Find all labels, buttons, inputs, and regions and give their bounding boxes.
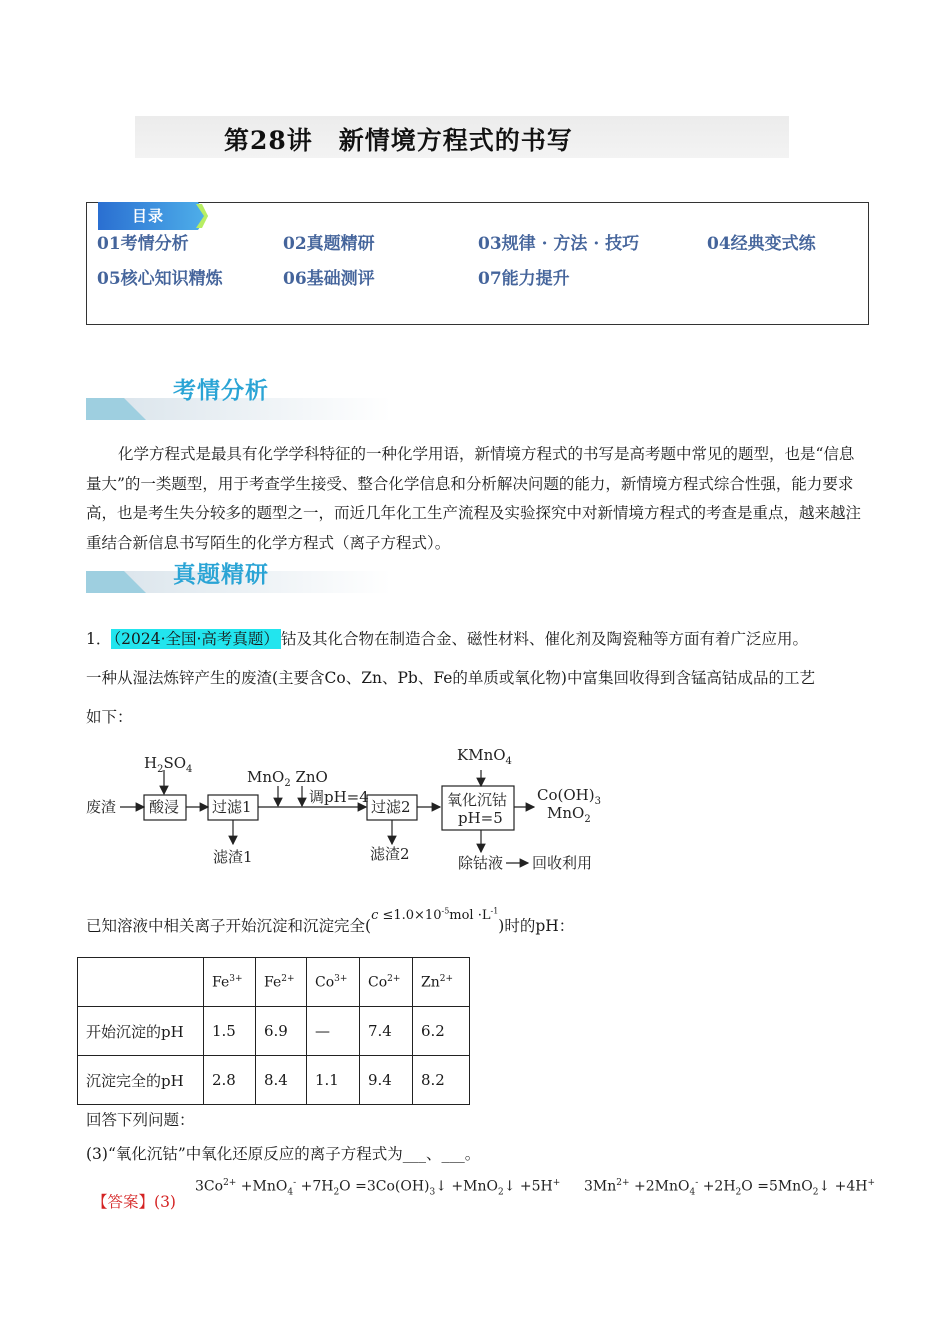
table-cell: 8.4 (256, 1056, 307, 1105)
sub-question-3: (3)“氧化沉钴”中氧化还原反应的离子方程式为___、___。 (86, 1145, 481, 1163)
section-title-real: 真题精研 (173, 561, 269, 588)
flow-acid-reagent: $H_2SO_4$ (144, 754, 193, 775)
table-cell: 1.5 (204, 1007, 256, 1056)
ph-table (77, 957, 470, 1105)
flow-oxidize-line2: pH=5 (458, 809, 503, 827)
answer-label: 【答案】 (92, 1193, 155, 1211)
known-condition: c ≤1.0×10-5mol ·L-1 (371, 906, 499, 923)
table-header-cell (78, 958, 204, 1007)
table-header-row (78, 958, 470, 1007)
question-intro-1: 钴及其化合物在制造合金、磁性材料、催化剂及陶瓷釉等方面有着广泛应用。 (280, 630, 808, 648)
table-cell: 6.2 (413, 1007, 470, 1056)
answer-equation-1: $3Co^{2+} +MnO_4^- +7H_2O$ $=3Co(OH)_3↓$ +MnO$_2$↓ +5H+ (195, 1178, 561, 1198)
flow-waste: 废渣 (86, 798, 117, 816)
question-line-1 (86, 627, 808, 649)
flow-filter1: 过滤1 (212, 798, 252, 816)
flow-reagents2: MnO$_2$ ZnO (247, 768, 328, 789)
table-cell: 8.2 (413, 1056, 470, 1105)
known-line (86, 906, 575, 936)
flow-product1: $Co(OH)_3$ (537, 786, 601, 807)
process-flow-diagram (80, 740, 620, 880)
flow-residue2: 滤渣2 (370, 845, 410, 863)
table-header-cell: $Co^{2+}$ (360, 958, 413, 1007)
section-title-analysis: 考情分析 (173, 377, 269, 404)
toc-item-05[interactable]: 05核心知识精炼 (97, 269, 223, 289)
toc-item-06[interactable]: 06基础测评 (283, 269, 375, 289)
table-cell: — (307, 1007, 360, 1056)
table-cell: 2.8 (204, 1056, 256, 1105)
toc-item-01[interactable]: 01考情分析 (97, 234, 189, 254)
table-header-cell: $Fe^{2+}$ (256, 958, 307, 1007)
prompt-line: 回答下列问题： (86, 1111, 195, 1129)
flow-recycle: 回收利用 (532, 854, 593, 872)
answer-equation-2: $3Mn^{2+} +2MnO_4^- +2H_2O$ =5MnO$_2$↓ +4H+ (584, 1178, 875, 1198)
page-title: 第28讲 新情境方程式的书写 (224, 126, 573, 155)
toc-item-07[interactable]: 07能力提升 (478, 269, 570, 289)
table-cell: 1.1 (307, 1056, 360, 1105)
table-cell: 7.4 (360, 1007, 413, 1056)
table-header-cell: $Zn^{2+}$ (413, 958, 470, 1007)
answer-number: (3) (154, 1193, 176, 1211)
flow-filter2: 过滤2 (371, 798, 411, 816)
analysis-paragraph: 化学方程式是最具有化学学科特征的一种化学用语，新情境方程式的书写是高考题中常见的题型，也是“信息量大”的一类题型，用于考查学生接受、整合化学信息和分析解决问题的能力，新情境方程式综合性强，能力要求高，也是考生失分较多的题型之一，而近几年化工生产流程及实验探究中对新情境方程式的考查是重点，越来越注重结合新信息书写陌生的化学方程式（离子方程式）。 (86, 445, 862, 552)
table-header-cell: $Co^{3+}$ (307, 958, 360, 1007)
toc-item-03[interactable]: 03规律 · 方法 · 技巧 (478, 234, 640, 254)
flow-acid-leach: 酸浸 (149, 798, 180, 816)
table-cell: 沉淀完全的pH (78, 1056, 204, 1105)
table-cell: 6.9 (256, 1007, 307, 1056)
known-before: 已知溶液中相关离子开始沉淀和沉淀完全( (86, 917, 372, 935)
table-row (78, 1007, 470, 1056)
table-cell: 开始沉淀的pH (78, 1007, 204, 1056)
table-header-cell: $Fe^{3+}$ (204, 958, 256, 1007)
flow-adjust-ph: 调pH=4 (309, 788, 369, 806)
flow-oxidize-line1: 氧化沉钴 (447, 791, 508, 809)
flow-oxidant: KMnO$_4$ (457, 746, 512, 767)
known-after: )时的pH： (498, 917, 575, 935)
toc-item-02[interactable]: 02真题精研 (283, 234, 375, 254)
flow-product2: MnO$_2$ (547, 804, 591, 825)
question-intro-3: 如下： (86, 708, 133, 726)
answer-line (92, 1190, 176, 1212)
table-cell: 9.4 (360, 1056, 413, 1105)
toc-item-04[interactable]: 04经典变式练 (707, 234, 816, 254)
question-intro-2: 一种从湿法炼锌产生的废渣(主要含Co、Zn、Pb、Fe的单质或氧化物)中富集回收得到含锰高钴成品的工艺 (86, 669, 815, 687)
flow-residue1: 滤渣1 (213, 848, 253, 866)
question-number: 1． (86, 630, 112, 648)
flow-decobalt: 除钴液 (458, 854, 504, 872)
toc-tag-label: 目录 (132, 207, 165, 225)
table-row (78, 1056, 470, 1105)
question-source-badge: （2024·全国·高考真题） (113, 630, 279, 648)
